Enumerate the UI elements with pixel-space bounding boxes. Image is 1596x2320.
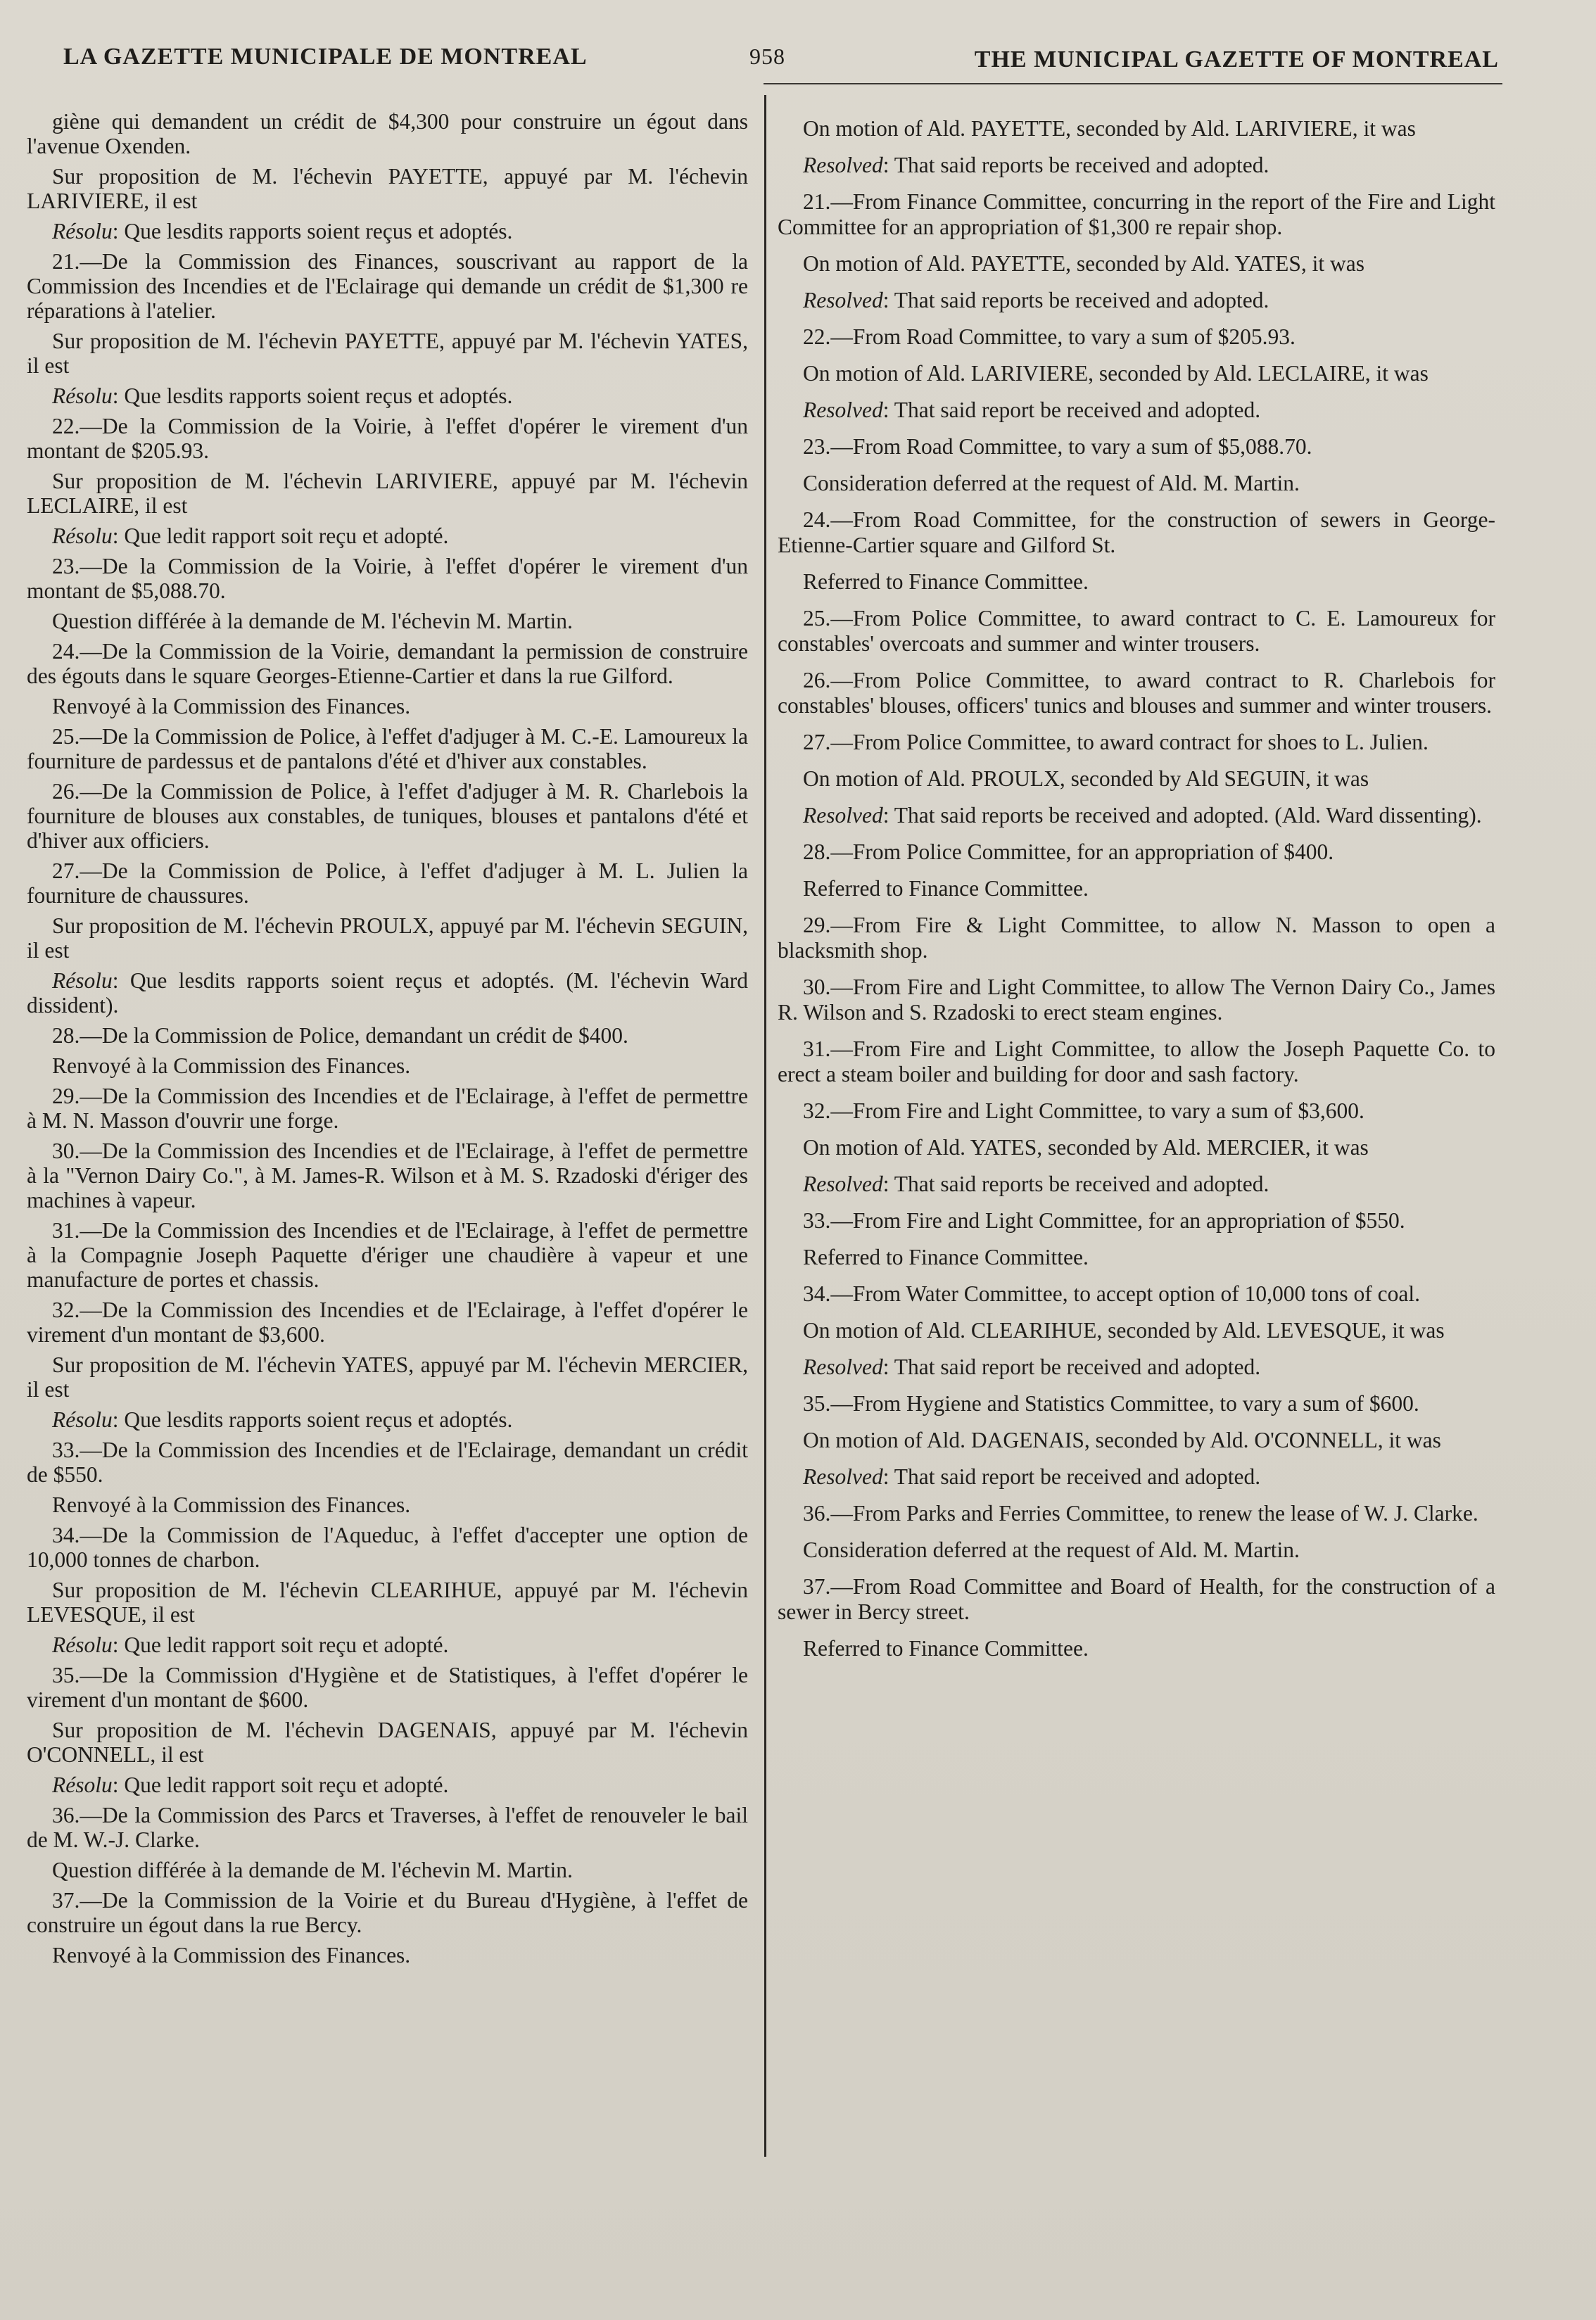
- french-paragraph: 36.—De la Commission des Parcs et Traverses, à l'effet de renouveler le bail de M. W.-J. Clarke.: [27, 1803, 748, 1852]
- french-paragraph: 30.—De la Commission des Incendies et de l'Eclairage, à l'effet de permettre à la "Vernon Dairy Co.", à M. James-R. Wilson et à M. S. Rzadoski d'ériger des machines à vapeur.: [27, 1139, 748, 1212]
- english-paragraph: On motion of Ald. PAYETTE, seconded by Ald. LARIVIERE, it was: [803, 116, 1416, 141]
- french-paragraph: 24.—De la Commission de la Voirie, demandant la permission de construire des égouts dans le square Georges-Etienne-Cartier et dans la rue Gilford.: [27, 639, 748, 688]
- english-column: [778, 116, 1495, 1673]
- english-paragraph: 27.—From Police Committee, to award contract for shoes to L. Julien.: [803, 730, 1429, 754]
- page-number: 958: [749, 44, 785, 69]
- english-paragraph: 25.—From Police Committee, to award contract to C. E. Lamoureux for constables' overcoats and summer and winter trousers.: [778, 606, 1495, 656]
- english-paragraph: 21.—From Finance Committee, concurring in the report of the Fire and Light Committee for an appropriation of $1,300 re repair shop.: [778, 189, 1495, 239]
- french-paragraph: Résolu: Que ledit rapport soit reçu et adopté.: [52, 1773, 449, 1797]
- english-paragraph: 32.—From Fire and Light Committee, to vary a sum of $3,600.: [803, 1098, 1364, 1123]
- english-paragraph: 22.—From Road Committee, to vary a sum of $205.93.: [803, 324, 1296, 349]
- header-title-french: LA GAZETTE MUNICIPALE DE MONTREAL: [63, 44, 588, 70]
- french-paragraph: Résolu: Que lesdits rapports soient reçus et adoptés.: [52, 219, 513, 243]
- french-paragraph: Sur proposition de M. l'échevin DAGENAIS, appuyé par M. l'échevin O'CONNELL, il est: [27, 1718, 748, 1767]
- french-paragraph: Sur proposition de M. l'échevin PROULX, appuyé par M. l'échevin SEGUIN, il est: [27, 913, 748, 963]
- french-paragraph: Résolu: Que lesdits rapports soient reçus et adoptés. (M. l'échevin Ward dissident).: [27, 968, 748, 1018]
- french-paragraph: 33.—De la Commission des Incendies et de l'Eclairage, demandant un crédit de $550.: [27, 1438, 748, 1487]
- french-paragraph: 28.—De la Commission de Police, demandant un crédit de $400.: [52, 1023, 628, 1048]
- french-paragraph: 35.—De la Commission d'Hygiène et de Statistiques, à l'effet d'opérer le virement d'un montant de $600.: [27, 1663, 748, 1712]
- english-paragraph: 31.—From Fire and Light Committee, to allow the Joseph Paquette Co. to erect a steam boiler and building for door and sash factory.: [778, 1037, 1495, 1086]
- english-paragraph: Referred to Finance Committee.: [803, 569, 1089, 594]
- english-paragraph: 37.—From Road Committee and Board of Health, for the construction of a sewer in Bercy street.: [778, 1574, 1495, 1624]
- english-paragraph: Resolved: That said report be received and adopted.: [803, 398, 1261, 422]
- english-paragraph: 23.—From Road Committee, to vary a sum of $5,088.70.: [803, 434, 1312, 459]
- french-paragraph: Question différée à la demande de M. l'échevin M. Martin.: [52, 1858, 573, 1882]
- french-paragraph: giène qui demandent un crédit de $4,300 pour construire un égout dans l'avenue Oxenden.: [27, 109, 748, 158]
- english-paragraph: Resolved: That said reports be received and adopted. (Ald. Ward dissenting).: [803, 803, 1482, 828]
- english-paragraph: Resolved: That said reports be received and adopted.: [803, 153, 1269, 177]
- english-paragraph: Resolved: That said report be received and adopted.: [803, 1355, 1261, 1379]
- english-paragraph: Resolved: That said reports be received and adopted.: [803, 1172, 1269, 1196]
- french-paragraph: 26.—De la Commission de Police, à l'effet d'adjuger à M. R. Charlebois la fourniture de blouses aux constables, de tuniques, blouses et pantalons d'été et d'hiver aux officiers.: [27, 779, 748, 853]
- french-paragraph: Renvoyé à la Commission des Finances.: [52, 694, 411, 718]
- french-paragraph: Résolu: Que ledit rapport soit reçu et adopté.: [52, 524, 449, 548]
- french-paragraph: 37.—De la Commission de la Voirie et du Bureau d'Hygiène, à l'effet de construire un égout dans la rue Bercy.: [27, 1888, 748, 1937]
- french-paragraph: 22.—De la Commission de la Voirie, à l'effet d'opérer le virement d'un montant de $205.93.: [27, 414, 748, 463]
- french-paragraph: Renvoyé à la Commission des Finances.: [52, 1492, 411, 1517]
- english-paragraph: 36.—From Parks and Ferries Committee, to renew the lease of W. J. Clarke.: [803, 1501, 1478, 1526]
- french-paragraph: 25.—De la Commission de Police, à l'effet d'adjuger à M. C.-E. Lamoureux la fourniture de pardessus et de pantalons d'été et d'hiver aux constables.: [27, 724, 748, 773]
- french-paragraph: Renvoyé à la Commission des Finances.: [52, 1943, 411, 1967]
- english-paragraph: On motion of Ald. YATES, seconded by Ald. MERCIER, it was: [803, 1135, 1369, 1160]
- french-paragraph: 29.—De la Commission des Incendies et de l'Eclairage, à l'effet de permettre à M. N. Masson d'ouvrir une forge.: [27, 1084, 748, 1133]
- english-paragraph: Consideration deferred at the request of Ald. M. Martin.: [803, 1538, 1300, 1562]
- french-paragraph: 27.—De la Commission de Police, à l'effet d'adjuger à M. L. Julien la fourniture de chaussures.: [27, 858, 748, 908]
- english-paragraph: On motion of Ald. CLEARIHUE, seconded by Ald. LEVESQUE, it was: [803, 1318, 1445, 1343]
- french-paragraph: 21.—De la Commission des Finances, souscrivant au rapport de la Commission des Incendies et de l'Eclairage qui demande un crédit de $1,300 re réparations à l'atelier.: [27, 249, 748, 323]
- french-paragraph: Sur proposition de M. l'échevin PAYETTE, appuyé par M. l'échevin LARIVIERE, il est: [27, 164, 748, 213]
- english-paragraph: 30.—From Fire and Light Committee, to allow The Vernon Dairy Co., James R. Wilson and S. Rzadoski to erect steam engines.: [778, 975, 1495, 1025]
- french-paragraph: 31.—De la Commission des Incendies et de l'Eclairage, à l'effet de permettre à la Compagnie Joseph Paquette d'ériger une chaudière à vapeur et une manufacture de portes et chassis.: [27, 1218, 748, 1292]
- page-header: [63, 44, 1499, 79]
- french-paragraph: Sur proposition de M. l'échevin CLEARIHUE, appuyé par M. l'échevin LEVESQUE, il est: [27, 1578, 748, 1627]
- english-paragraph: On motion of Ald. DAGENAIS, seconded by Ald. O'CONNELL, it was: [803, 1428, 1441, 1452]
- french-column: [27, 109, 748, 1973]
- header-rule: [764, 83, 1502, 84]
- english-paragraph: Referred to Finance Committee.: [803, 876, 1089, 901]
- english-paragraph: Resolved: That said report be received and adopted.: [803, 1464, 1261, 1489]
- french-paragraph: 34.—De la Commission de l'Aqueduc, à l'effet d'accepter une option de 10,000 tonnes de charbon.: [27, 1523, 748, 1572]
- column-divider: [764, 95, 766, 2157]
- english-paragraph: 24.—From Road Committee, for the construction of sewers in George-Etienne-Cartier square and Gilford St.: [778, 507, 1495, 557]
- english-paragraph: On motion of Ald. PAYETTE, seconded by Ald. YATES, it was: [803, 251, 1365, 276]
- english-paragraph: Referred to Finance Committee.: [803, 1636, 1089, 1661]
- french-paragraph: Résolu: Que ledit rapport soit reçu et adopté.: [52, 1633, 449, 1657]
- english-paragraph: 29.—From Fire & Light Committee, to allow N. Masson to open a blacksmith shop.: [778, 913, 1495, 963]
- french-paragraph: Sur proposition de M. l'échevin PAYETTE, appuyé par M. l'échevin YATES, il est: [27, 329, 748, 378]
- french-paragraph: Sur proposition de M. l'échevin YATES, appuyé par M. l'échevin MERCIER, il est: [27, 1352, 748, 1402]
- french-paragraph: Sur proposition de M. l'échevin LARIVIERE, appuyé par M. l'échevin LECLAIRE, il est: [27, 469, 748, 518]
- english-paragraph: On motion of Ald. PROULX, seconded by Ald SEGUIN, it was: [803, 766, 1369, 791]
- french-paragraph: Résolu: Que lesdits rapports soient reçus et adoptés.: [52, 1407, 513, 1432]
- header-title-english: THE MUNICIPAL GAZETTE OF MONTREAL: [974, 46, 1499, 72]
- english-paragraph: 28.—From Police Committee, for an appropriation of $400.: [803, 839, 1334, 864]
- french-paragraph: 32.—De la Commission des Incendies et de l'Eclairage, à l'effet d'opérer le virement d'un montant de $3,600.: [27, 1298, 748, 1347]
- french-paragraph: Renvoyé à la Commission des Finances.: [52, 1053, 411, 1078]
- french-paragraph: Question différée à la demande de M. l'échevin M. Martin.: [52, 609, 573, 633]
- english-paragraph: 34.—From Water Committee, to accept option of 10,000 tons of coal.: [803, 1281, 1420, 1306]
- english-paragraph: 35.—From Hygiene and Statistics Committee, to vary a sum of $600.: [803, 1391, 1419, 1416]
- french-paragraph: Résolu: Que lesdits rapports soient reçus et adoptés.: [52, 384, 513, 408]
- english-paragraph: 33.—From Fire and Light Committee, for an appropriation of $550.: [803, 1208, 1405, 1233]
- english-paragraph: Referred to Finance Committee.: [803, 1245, 1089, 1269]
- english-paragraph: Consideration deferred at the request of Ald. M. Martin.: [803, 471, 1300, 495]
- english-paragraph: Resolved: That said reports be received and adopted.: [803, 288, 1269, 312]
- english-paragraph: On motion of Ald. LARIVIERE, seconded by Ald. LECLAIRE, it was: [803, 361, 1429, 386]
- french-paragraph: 23.—De la Commission de la Voirie, à l'effet d'opérer le virement d'un montant de $5,088.70.: [27, 554, 748, 603]
- english-paragraph: 26.—From Police Committee, to award contract to R. Charlebois for constables' blouses, officers' tunics and blouses and summer and winter trousers.: [778, 668, 1495, 718]
